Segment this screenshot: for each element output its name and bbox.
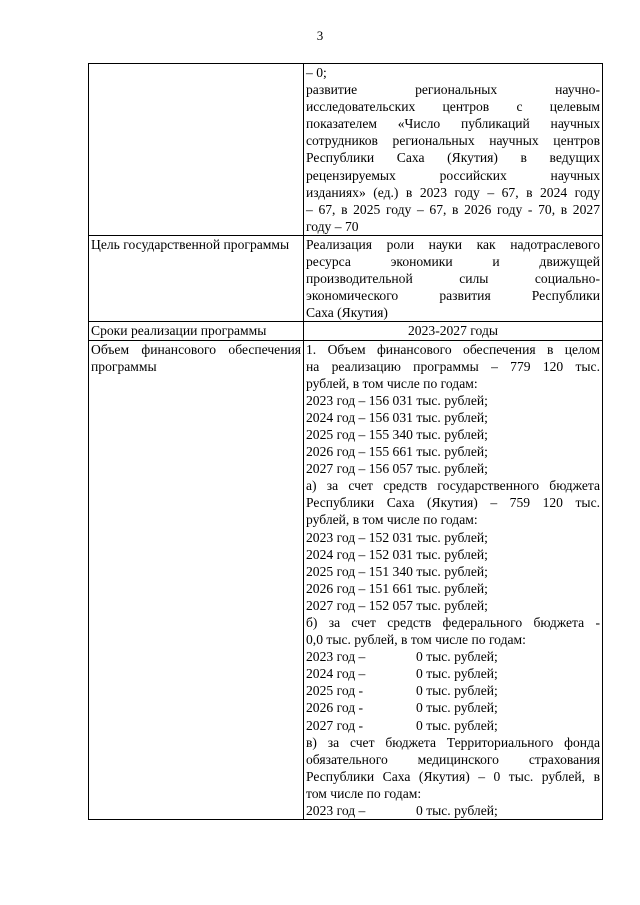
list-item: 2024 год – 0 тыс. рублей; [306,666,498,682]
row-label [89,64,304,236]
funding-label: Объем финансового обеспечения программы [89,340,304,820]
list-item: 2027 год - 0 тыс. рублей; [306,717,498,733]
table-row [89,235,603,321]
table-row [89,340,603,820]
page-number: 3 [316,28,324,43]
list-item: 2025 год - 0 тыс. рублей; [306,683,498,699]
list-item: 2023 год – 152 031 тыс. рублей; [306,529,488,545]
table-row [89,64,603,236]
program-goal-text: Реализация роли науки как надотраслевого ресурса экономики и движущей производительной силы социально- экономического развития Республики Саха (Якутия) [304,235,603,321]
target-indicator-text: – 0; развитие региональных научно- исследовательских центров с целевым показателем «Число публикаций научных сотрудников региональных научных центров Республики Саха (Якутия) в ведущих рецензируемых российских научных изданиях» (ед.) в 2023 году – 67, в 2024 году – 67, в 2025 году – 67, в 2026 году - 70, в 2027 году – 70 [304,64,603,236]
list-item: 2027 год – 156 057 тыс. рублей; [306,461,488,477]
program-period-value: 2023-2027 годы [304,322,603,340]
list-item: 2023 год – 0 тыс. рублей; [306,649,498,665]
list-item: 2024 год – 152 031 тыс. рублей; [306,546,488,562]
list-item: 2026 год – 155 661 тыс. рублей; [306,444,488,460]
list-item: 2025 год – 155 340 тыс. рублей; [306,426,488,442]
funding-text: 1. Объем финансового обеспечения в целом на реализацию программы – 779 120 тыс. рублей, в том числе по годам: 2023 год – 156 031 тыс. рублей; 2024 год – 156 031 тыс. рублей; 2025 год – 155 340 тыс. рублей; 2026 год – 155 661 тыс. рублей; 2027 год – 156 057 тыс. рублей; а) за счет средств государственного бюджета Республики Саха (Якутия) – 759 120 тыс. рублей, в том числе по годам: 2023 год – 152 031 тыс. рублей; 2024 год – 152 031 тыс. рублей; 2025 год – 151 340 тыс. рублей; 2026 год – 151 661 тыс. рублей; 2027 год – 152 057 тыс. рублей; б) за счет средств федерального бюджета - 0,0 тыс. рублей, в том числе по годам: 2023 год – 0 тыс. рублей; 2024 год – 0 тыс. рублей; 2025 год - 0 тыс. рублей; 2026 год - 0 тыс. рублей; 2027 год - 0 тыс. рублей; в) за счет бюджета Территориального фонда обязательного медицинского страхования Республики Саха (Якутия) – 0 тыс. рублей, в том числе по годам: 2023 год – 0 тыс. рублей; [304,340,603,820]
program-goal-label: Цель государственной программы [89,235,304,321]
list-item: 2026 год - 0 тыс. рублей; [306,700,498,716]
list-item: 2026 год – 151 661 тыс. рублей; [306,580,488,596]
list-item: 2027 год – 152 057 тыс. рублей; [306,597,488,613]
list-item: 2025 год – 151 340 тыс. рублей; [306,563,488,579]
passport-table [88,63,603,820]
list-item: 2024 год – 156 031 тыс. рублей; [306,409,488,425]
list-item: 2023 год – 156 031 тыс. рублей; [306,392,488,408]
program-period-label: Сроки реализации программы [89,322,304,340]
table-row [89,322,603,340]
list-item: 2023 год – 0 тыс. рублей; [306,803,498,819]
